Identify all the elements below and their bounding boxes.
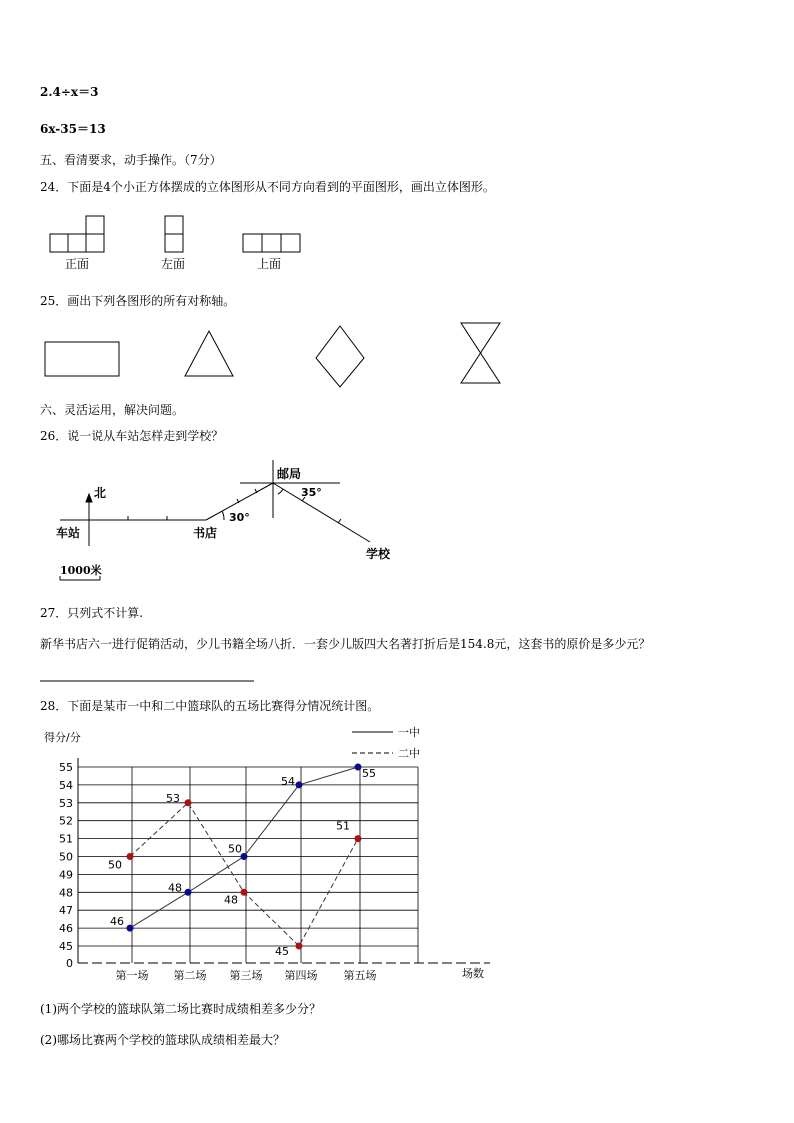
data-label: 48: [224, 893, 238, 907]
score-line-chart: [44, 725, 490, 982]
x-tick-label: 第五场: [343, 969, 377, 982]
question-28-sub1: (1)两个学校的篮球队第二场比赛时成绩相差多少分？: [40, 1002, 322, 1016]
data-label: 55: [362, 767, 376, 780]
data-label: 50: [108, 858, 122, 872]
series-line-yizhong: [130, 767, 358, 928]
y-tick-label: 49: [59, 868, 73, 882]
question-26: 26．说一说从车站怎样走到学校？: [40, 429, 224, 443]
triangle-shape: [185, 331, 233, 376]
data-point: [185, 889, 192, 896]
question-27-title: 27．只列式不计算.: [40, 606, 144, 620]
x-axis-title: 场数: [462, 967, 484, 980]
question-28-sub2: (2)哪场比赛两个学校的篮球队成绩相差最大？: [40, 1033, 285, 1047]
front-view: [50, 216, 104, 252]
y-tick-label: 52: [59, 814, 73, 828]
x-tick-label: 第三场: [229, 969, 263, 982]
data-point: [241, 889, 248, 896]
question-28-title: 28．下面是某市一中和二中篮球队的五场比赛得分情况统计图。: [40, 699, 380, 713]
y-tick-label: 54: [59, 778, 73, 792]
data-label: 45: [275, 945, 289, 958]
y-tick-label: 45: [59, 940, 73, 953]
y-tick-label: 48: [59, 886, 73, 900]
x-tick-label: 第二场: [173, 969, 207, 982]
angle-35-label: 35°: [301, 486, 322, 499]
data-point: [355, 835, 362, 842]
angle-30-label: 30°: [229, 511, 250, 524]
x-tick-label: 第四场: [284, 969, 318, 982]
scale-label: 1000米: [60, 564, 102, 577]
view-label-front: 正面: [65, 257, 90, 271]
question-25: 25．画出下列各图形的所有对称轴。: [40, 294, 236, 308]
equation-1: 2.4÷x＝3: [40, 85, 99, 99]
station-label: 车站: [56, 526, 81, 540]
question-27-text: 新华书店六一进行促销活动，少儿书籍全场八折．一套少儿版四大名著打折后是154.8元，这套书的原价是多少元？: [40, 637, 651, 651]
equation-2: 6x-35＝13: [40, 122, 106, 136]
section-5-heading: 五、看清要求，动手操作。（7分）: [40, 153, 222, 167]
data-point: [296, 943, 303, 950]
bookstore-label: 书店: [193, 526, 218, 540]
left-view: [165, 216, 183, 252]
data-label: 46: [110, 915, 124, 929]
y-tick-label: 46: [59, 922, 73, 936]
legend-label: 一中: [398, 726, 420, 739]
y-tick-label: 55: [59, 761, 73, 774]
top-view: [243, 234, 300, 252]
rectangle-shape: [45, 342, 119, 376]
data-point: [296, 781, 303, 788]
y-tick-label: 53: [59, 796, 73, 810]
post-office-label: 邮局: [277, 467, 302, 481]
data-label: 54: [281, 774, 295, 788]
y-tick-label: 50: [59, 850, 73, 864]
data-point: [127, 925, 134, 932]
rhombus-shape: [316, 326, 364, 387]
north-label: 北: [94, 486, 107, 500]
x-tick-label: 第一场: [115, 969, 149, 982]
data-point: [127, 853, 134, 860]
y-tick-label: 51: [59, 832, 73, 846]
y-tick-label: 0: [66, 957, 73, 970]
data-label: 48: [168, 881, 182, 895]
school-label: 学校: [366, 547, 391, 561]
data-point: [185, 799, 192, 806]
hourglass-shape: [461, 323, 500, 383]
data-point: [355, 764, 362, 771]
data-label: 53: [166, 791, 180, 805]
view-label-left: 左面: [161, 257, 186, 271]
data-label: 50: [228, 842, 242, 856]
y-tick-label: 47: [59, 904, 73, 918]
view-label-top: 上面: [257, 257, 282, 271]
route-map: [60, 460, 370, 580]
data-label: 51: [336, 819, 350, 833]
section-6-heading: 六、灵活运用，解决问题。: [40, 403, 185, 417]
legend-label: 二中: [398, 747, 420, 760]
question-24: 24．下面是4个小正方体摆成的立体图形从不同方向看到的平面图形，画出立体图形。: [40, 180, 495, 194]
y-axis-title: 得分/分: [44, 731, 81, 744]
